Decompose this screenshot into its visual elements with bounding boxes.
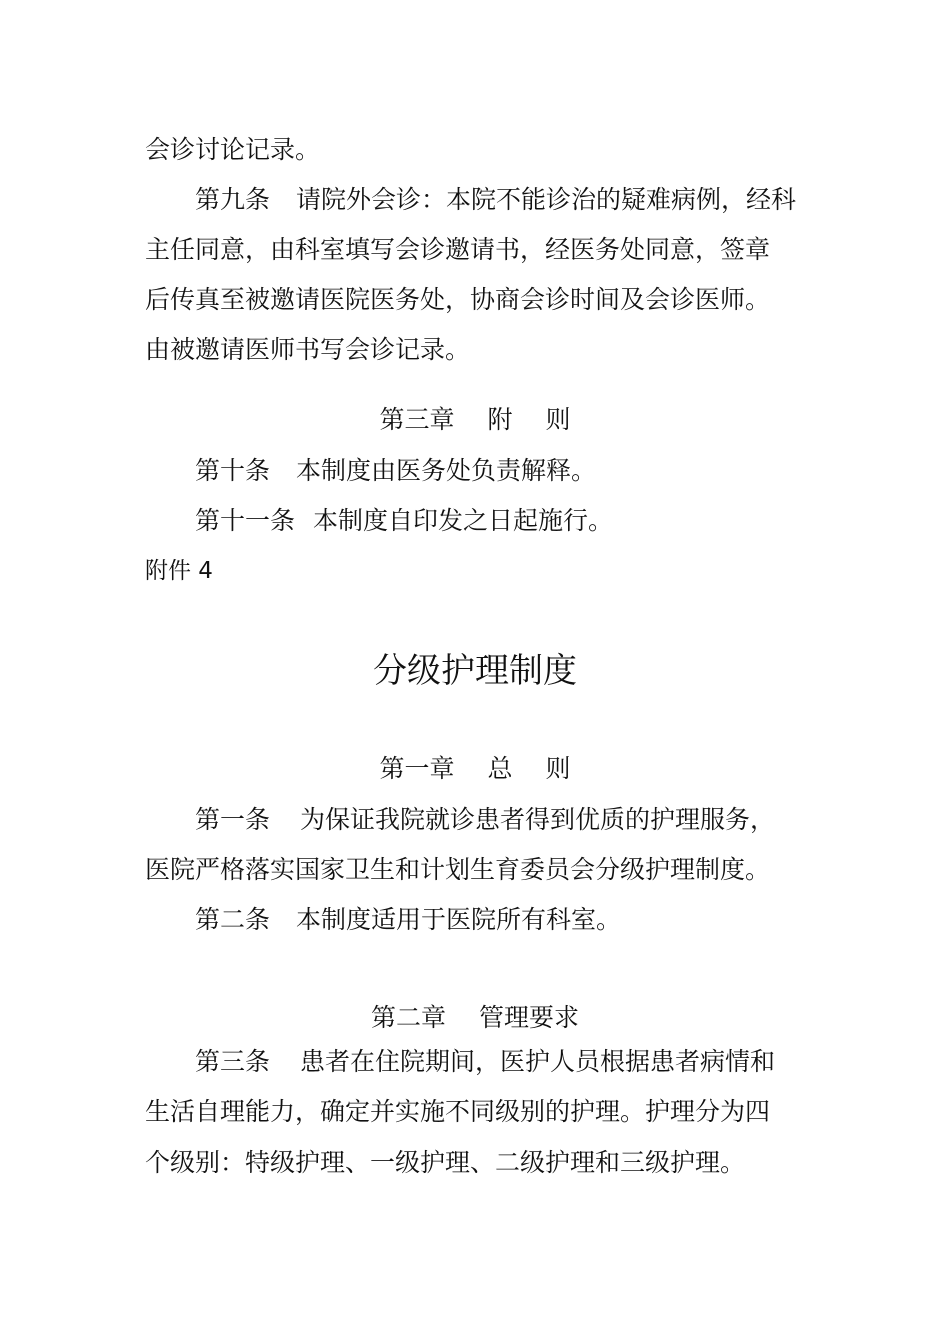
article-label: 第十一条 — [195, 506, 296, 535]
chapter-heading: 第三章 附 则 — [379, 405, 571, 434]
article-2-line — [195, 903, 865, 937]
article-10-line — [195, 454, 865, 488]
article-9-line — [195, 183, 865, 217]
article-11-line — [195, 504, 865, 538]
article-label: 第九条 — [195, 185, 271, 214]
article-3-line — [195, 1045, 865, 1079]
article-label: 第十条 — [195, 456, 271, 485]
paragraph-line: 会诊讨论记录。 — [145, 135, 321, 164]
paragraph-line: 主任同意，由科室填写会诊邀请书，经医务处同意，签章 — [145, 235, 771, 264]
chapter-heading: 第二章 管理要求 — [371, 1003, 579, 1032]
article-text: 患者在住院期间，医护人员根据患者病情和 — [300, 1047, 776, 1076]
article-label: 第二条 — [195, 905, 271, 934]
article-1-line — [195, 803, 865, 837]
article-label: 第一条 — [195, 805, 271, 834]
paragraph-line: 医院严格落实国家卫生和计划生育委员会分级护理制度。 — [145, 855, 771, 884]
article-text: 请院外会诊：本院不能诊治的疑难病例，经科 — [296, 185, 797, 214]
article-text: 为保证我院就诊患者得到优质的护理服务， — [300, 805, 776, 834]
paragraph-line: 生活自理能力，确定并实施不同级别的护理。护理分为四 — [145, 1097, 771, 1126]
article-text: 本制度自印发之日起施行。 — [313, 506, 614, 535]
article-text: 本制度适用于医院所有科室。 — [296, 905, 622, 934]
attachment-label: 附件 4 — [145, 558, 213, 584]
document-title: 分级护理制度 — [373, 651, 577, 691]
chapter-heading: 第一章 总 则 — [379, 754, 571, 783]
article-label: 第三条 — [195, 1047, 271, 1076]
paragraph-line: 个级别：特级护理、一级护理、二级护理和三级护理。 — [145, 1148, 746, 1177]
article-text: 本制度由医务处负责解释。 — [296, 456, 597, 485]
paragraph-line: 后传真至被邀请医院医务处，协商会诊时间及会诊医师。 — [145, 285, 771, 314]
paragraph-line: 由被邀请医师书写会诊记录。 — [145, 335, 471, 364]
